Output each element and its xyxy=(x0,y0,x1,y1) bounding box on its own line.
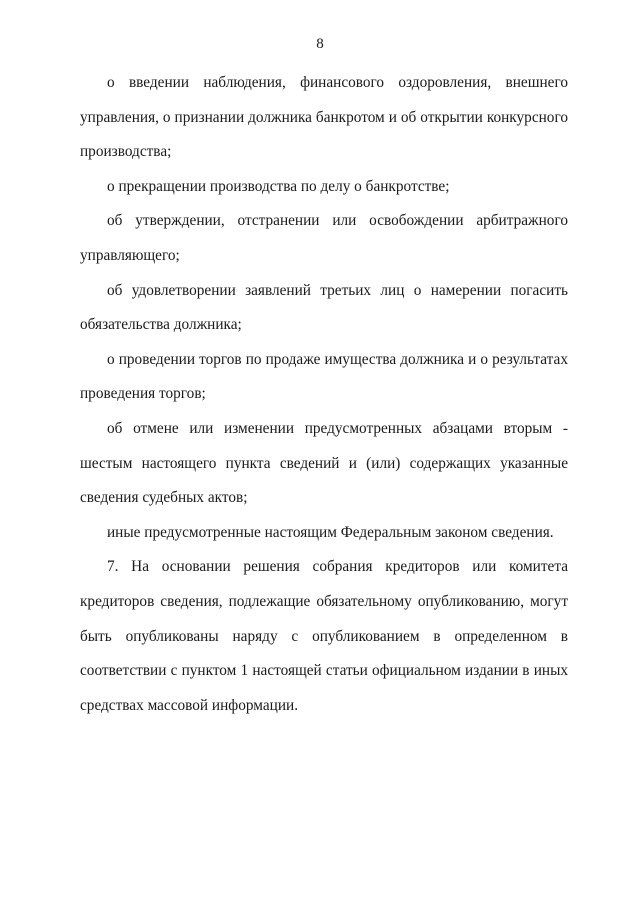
page-number: 8 xyxy=(316,36,324,52)
paragraph-other-info: иные предусмотренные настоящим Федеральным законом сведения. xyxy=(107,523,554,541)
document-body xyxy=(80,66,568,723)
paragraph-termination: о прекращении производства по делу о банкротстве; xyxy=(107,177,450,195)
paragraph-auctions: о проведении торгов по продаже имущества должника и о результатах проведения торгов; xyxy=(80,350,568,403)
paragraph-manager-approval: об утверждении, отстранении или освобождении арбитражного управляющего; xyxy=(80,212,568,264)
paragraph-item-7: 7. На основании решения собрания кредиторов или комитета кредиторов сведения, подлежащие обязательному опубликованию, могут быть опубликованы наряду с опубликованием в определенном в соответствии с пунктом 1 настоящей статьи официальном издании в иных средствах массовой информации. xyxy=(80,558,568,714)
paragraph-cancellation: об отмене или изменении предусмотренных абзацами вторым - шестым настоящего пункта сведений и (или) содержащих указанные сведения судебных актов; xyxy=(80,419,568,507)
paragraph-observation: о введении наблюдения, финансового оздоровления, внешнего управления, о признании должника банкротом и об открытии конкурсного производства; xyxy=(80,74,568,161)
paragraph-third-party-claims: об удовлетворении заявлений третьих лиц о намерении погасить обязательства должника; xyxy=(80,281,568,334)
